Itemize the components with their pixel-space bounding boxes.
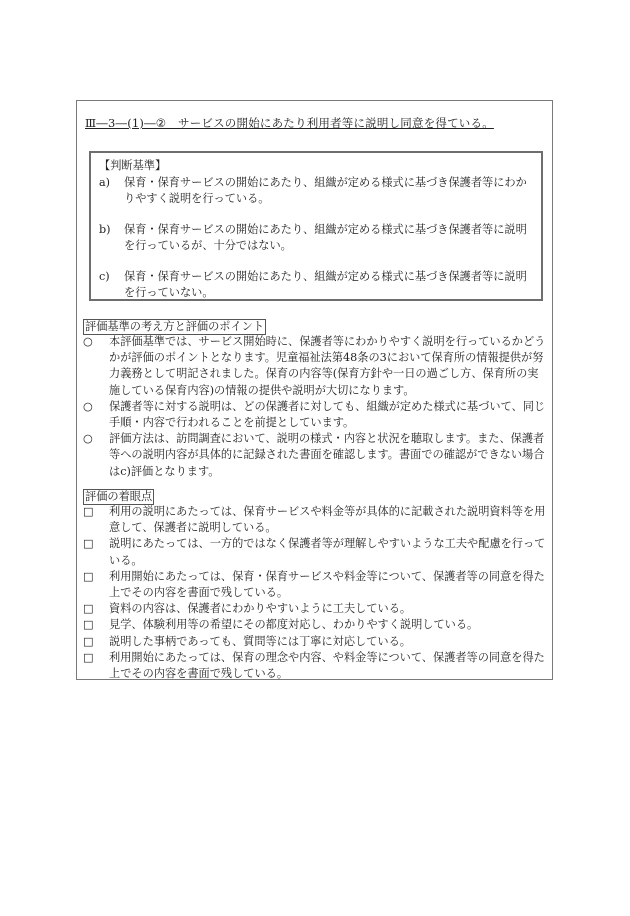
checklist-item-text: 利用開始にあたっては、保育の理念や内容、や料金等について、保護者等の同意を得た上でその内容を書面で残している。 bbox=[109, 650, 545, 681]
circle-bullet-icon: ○ bbox=[83, 399, 93, 413]
list-item-text: 評価方法は、訪問調査において、説明の様式・内容と状況を聴取します。また、保護者等への説明内容が具体的に記録された書面を確認します。書面での確認ができない場合はc)評価となります。 bbox=[109, 432, 545, 478]
evaluation-sheet bbox=[76, 100, 553, 680]
criteria-item-c bbox=[99, 269, 533, 302]
criteria-text: 保育・保育サービスの開始にあたり、組織が定める様式に基づき保護者等に説明を行っているが、十分ではない。 bbox=[124, 222, 527, 252]
list-item-text: 保護者等に対する説明は、どの保護者に対しても、組織が定めた様式に基づいて、同じ手順・内容で行われることを前提としています。 bbox=[109, 399, 546, 430]
points-list bbox=[83, 334, 548, 480]
checkbox-icon[interactable]: □ bbox=[83, 505, 94, 518]
list-item-text: 本評価基準では、サービス開始時に、保護者等にわかりやすく説明を行っているかどうかが評価のポイントとなります。児童福祉法第48条の3において保育所の情報提供が努力義務として明記されました。保育の内容等(保育方針や一日の過ごし方、保育所の実施している保育内容)の情報の提供や説明が大切になります。 bbox=[109, 335, 546, 397]
checklist-item-text: 資料の内容は、保護者にわかりやすいように工夫している。 bbox=[109, 602, 412, 616]
checkbox-icon[interactable]: □ bbox=[83, 602, 94, 616]
checklist-item-text: 見学、体験利用等の希望にその都度対応し、わかりやすく説明している。 bbox=[109, 618, 479, 632]
criteria-item-a bbox=[99, 175, 533, 208]
checkbox-icon[interactable]: □ bbox=[83, 569, 94, 583]
checklist-item bbox=[83, 634, 548, 650]
focus-heading: 評価の着眼点 bbox=[85, 490, 153, 503]
circle-bullet-icon: ○ bbox=[83, 335, 93, 348]
checklist-item-text: 説明にあたっては、一方的ではなく保護者等が理解しやすいような工夫や配慮を行っている。 bbox=[109, 537, 546, 567]
circle-bullet-icon: ○ bbox=[83, 432, 93, 446]
checklist-item bbox=[83, 601, 548, 617]
criteria-text: 保育・保育サービスの開始にあたり、組織が定める様式に基づき保護者等にわかりやすく説明を行っている。 bbox=[124, 175, 527, 205]
checkbox-icon[interactable]: □ bbox=[83, 618, 94, 632]
criteria-heading: 【判断基準】 bbox=[99, 159, 167, 172]
list-item bbox=[83, 431, 548, 480]
criteria-label: b) bbox=[99, 222, 111, 236]
list-item bbox=[83, 334, 548, 399]
checklist-item bbox=[83, 650, 548, 682]
checklist-item bbox=[83, 504, 548, 536]
points-heading: 評価基準の考え方と評価のポイント bbox=[85, 320, 265, 333]
list-item bbox=[83, 399, 548, 431]
criteria-label: c) bbox=[99, 269, 110, 283]
checklist-item bbox=[83, 617, 548, 633]
checklist-item bbox=[83, 536, 548, 568]
page-title: Ⅲ―3―(1)―② サービスの開始にあたり利用者等に説明し同意を得ている。 bbox=[85, 116, 494, 130]
checklist-item-text: 説明した事柄であっても、質問等には丁寧に対応している。 bbox=[109, 634, 411, 648]
checklist-item-text: 利用開始にあたっては、保育・保育サービスや料金等について、保護者等の同意を得た上でその内容を書面で残している。 bbox=[109, 569, 545, 600]
criteria-label: a) bbox=[99, 175, 111, 189]
checklist-item-text: 利用の説明にあたっては、保育サービスや料金等が具体的に記載された説明資料等を用意して、保護者に説明している。 bbox=[109, 505, 546, 535]
checkbox-icon[interactable]: □ bbox=[83, 634, 94, 648]
criteria-item-b bbox=[99, 222, 533, 255]
criteria-box bbox=[89, 151, 543, 301]
checkbox-icon[interactable]: □ bbox=[83, 537, 94, 551]
checkbox-icon[interactable]: □ bbox=[83, 650, 94, 664]
focus-list bbox=[83, 504, 548, 682]
criteria-text: 保育・保育サービスの開始にあたり、組織が定める様式に基づき保護者等に説明を行っていない。 bbox=[124, 269, 527, 299]
checklist-item bbox=[83, 569, 548, 601]
